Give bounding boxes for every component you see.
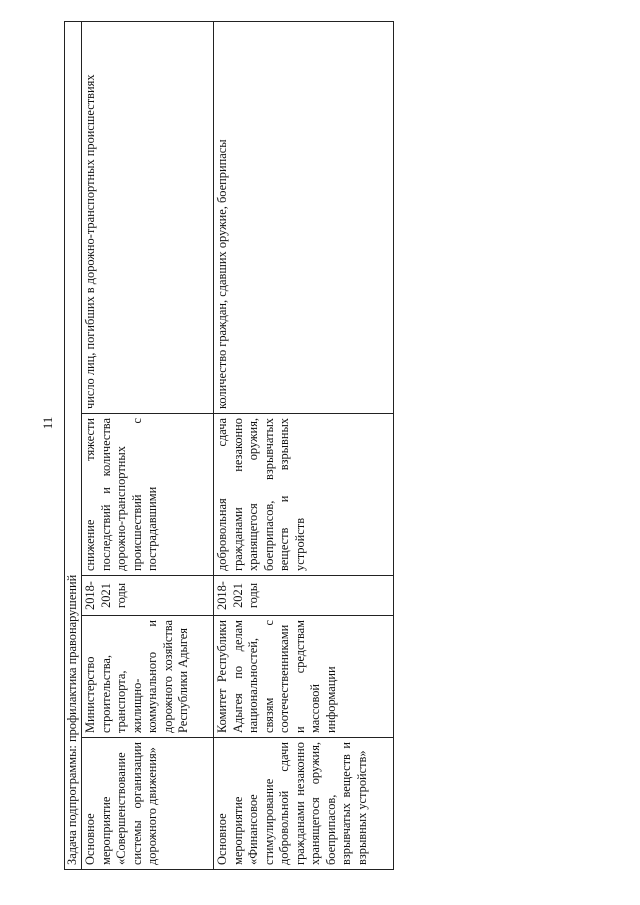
period-cell: 2018-2021 годы: [214, 576, 394, 616]
executor-cell: Министерство строительства, транспорта, жилищно-коммунального и дорожного хозяйства Республики Адыгея: [82, 616, 214, 738]
table-row: [82, 21, 214, 869]
indicator-cell: количество граждан, сдавших оружие, боеприпасы: [214, 21, 394, 413]
subprogram-table: [64, 21, 394, 870]
activity-cell: Основное мероприятие «Совершенствование системы организации дорожного движения»: [82, 738, 214, 870]
task-header-row: [65, 21, 82, 869]
period-cell: 2018-2021 годы: [82, 576, 214, 616]
result-cell: добровольная сдача гражданами незаконно хранящегося оружия, боеприпасов, взрывчатых веществ и взрывных устройств: [214, 414, 394, 576]
indicator-cell: число лиц, погибших в дорожно-транспортных происшествиях: [82, 21, 214, 413]
rotated-page-content: [64, 22, 640, 865]
rotated-table-wrapper: [64, 22, 616, 870]
table-row: [214, 21, 394, 869]
page-number: 11: [40, 416, 55, 430]
task-header-cell: Задача подпрограммы: профилактика правонарушений: [65, 21, 82, 869]
result-cell: снижение тяжести последствий и количества дорожно-транспортных происшествий с пострадавшими: [82, 414, 214, 576]
activity-cell: Основное мероприятие «Финансовое стимулирование добровольной сдачи гражданами незаконно хранящегося оружия, боеприпасов, взрывчатых веществ и взрывных устройств»: [214, 738, 394, 870]
executor-cell: Комитет Республики Адыгея по делам национальностей, связям с соотечественниками и средствам массовой информации: [214, 616, 394, 738]
